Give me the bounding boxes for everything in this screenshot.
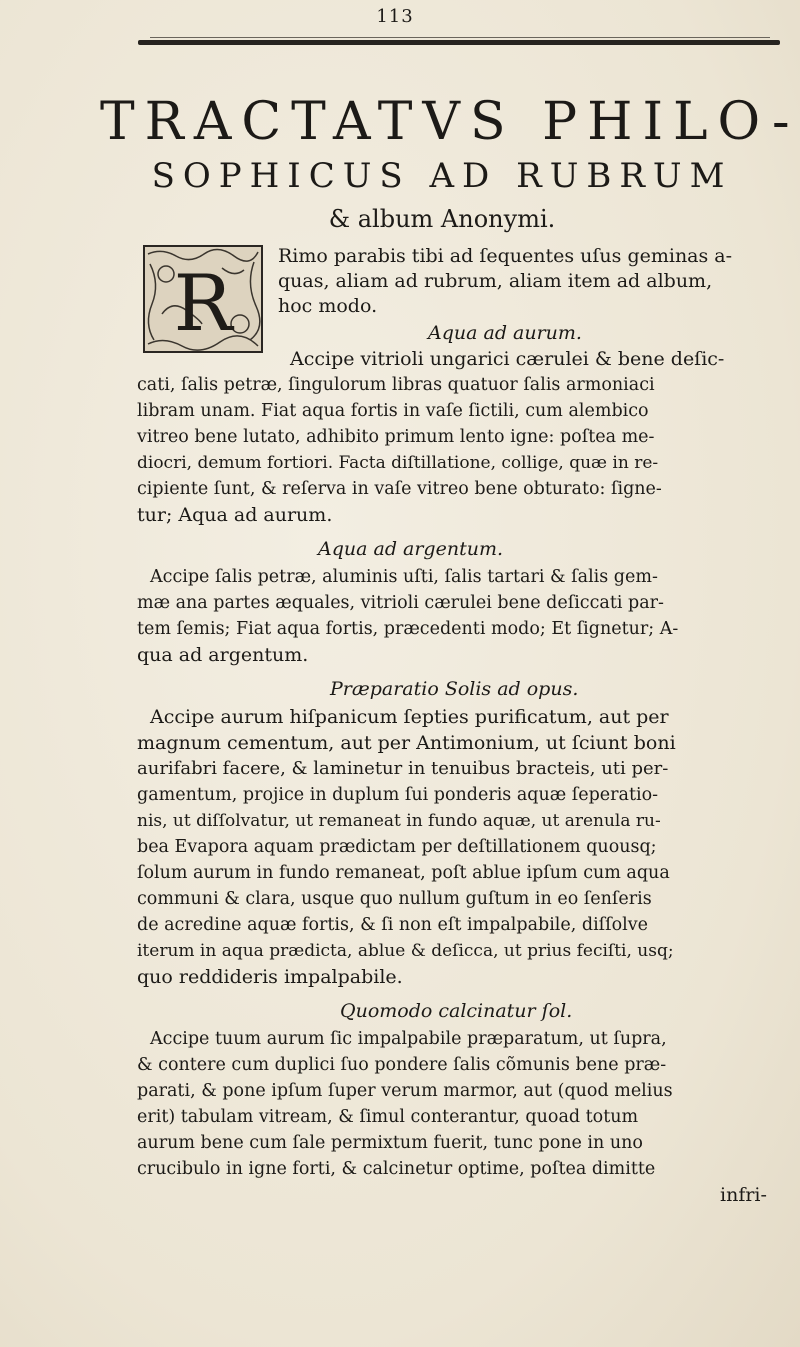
- decorated-initial-letter: [142, 244, 264, 354]
- text-line: crucibulo in igne forti, & calcinetur optime, poſtea dimitte: [137, 1159, 656, 1179]
- initial-letter-glyph: R: [173, 259, 233, 349]
- text-line: libram unam. Fiat aqua fortis in vaſe ſictili, cum alembico: [137, 401, 649, 421]
- text-line: de acredine aquæ fortis, & ſi non eſt impalpabile, diſſolve: [137, 915, 649, 935]
- catchword: infri-: [720, 1184, 767, 1206]
- text-line: erit) tabulam vitream, & ſimul conterantur, quoad totum: [137, 1107, 639, 1127]
- text-line: Accipe ſalis petræ, aluminis uſti, ſalis tartari & ſalis gem-: [150, 567, 658, 587]
- text-line: ſolum aurum in fundo remaneat, poſt ablue ipſum cum aqua: [137, 863, 670, 883]
- text-line: Accipe aurum hiſpanicum ſepties purificatum, aut per: [150, 706, 669, 728]
- text-line: Rimo parabis tibi ad ſequentes uſus geminas a-: [278, 245, 733, 267]
- text-line: communi & clara, usque quo nullum guſtum in eo ſenſeris: [137, 889, 652, 909]
- title-line-1: TRACTATVS PHILO-: [100, 92, 800, 152]
- section-heading: Aqua ad argentum.: [318, 538, 503, 560]
- text-line: & contere cum duplici ſuo pondere ſalis cõmunis bene præ-: [137, 1055, 667, 1075]
- text-line: vitreo bene lutato, adhibito primum lento igne: poſtea me-: [137, 427, 655, 447]
- text-line: diocri, demum fortiori. Facta diſtillatione, collige, quæ in re-: [137, 453, 659, 473]
- text-line: cati, ſalis petræ, ſingulorum libras quatuor ſalis armoniaci: [137, 375, 655, 395]
- text-line: bea Evapora aquam prædictam per deſtillationem quousq;: [137, 837, 657, 857]
- text-line: cipiente ſunt, & reſerva in vaſe vitreo bene obturato: ſigne-: [137, 479, 662, 499]
- text-line: tur; Aqua ad aurum.: [137, 504, 333, 526]
- text-line: tem ſemis; Fiat aqua fortis, præcedenti modo; Et ſignetur; A-: [137, 619, 679, 639]
- text-line: mæ ana partes æquales, vitrioli cærulei bene deſiccati par-: [137, 593, 664, 613]
- text-line: qua ad argentum.: [137, 644, 309, 666]
- header-rule: [138, 40, 780, 45]
- page-number: 113: [376, 6, 414, 27]
- text-line: aurum bene cum ſale permixtum fuerit, tunc pone in uno: [137, 1133, 643, 1153]
- text-line: parati, & pone ipſum ſuper verum marmor, aut (quod melius: [137, 1081, 673, 1101]
- section-heading: Quomodo calcinatur ſol.: [340, 1000, 573, 1022]
- text-line: aurifabri facere, & laminetur in tenuibus bracteis, uti per-: [137, 758, 669, 779]
- text-line: gamentum, projice in duplum ſui ponderis aquæ ſeperatio-: [137, 785, 659, 805]
- text-line: nis, ut diſſolvatur, ut remaneat in fundo aquæ, ut arenula ru-: [137, 811, 661, 831]
- section-heading: Aqua ad aurum.: [428, 322, 582, 344]
- text-line: hoc modo.: [278, 295, 378, 317]
- text-line: quo reddideris impalpabile.: [137, 966, 403, 988]
- text-line: iterum in aqua prædicta, ablue & deſicca, ut prius feciſti, usq;: [137, 941, 674, 961]
- text-line: quas, aliam ad rubrum, aliam item ad album,: [278, 270, 713, 292]
- text-line: Accipe vitrioli ungarici cærulei & bene deſic-: [290, 348, 725, 370]
- section-heading: Præparatio Solis ad opus.: [330, 678, 579, 700]
- title-line-3: & album Anonymi.: [328, 205, 556, 233]
- text-line: magnum cementum, aut per Antimonium, ut ſciunt boni: [137, 732, 676, 754]
- text-line: Accipe tuum aurum ſic impalpabile præparatum, ut ſupra,: [150, 1029, 667, 1049]
- title-line-2: SOPHICUS AD RUBRUM: [151, 156, 733, 196]
- header-rule-thin: [150, 37, 770, 38]
